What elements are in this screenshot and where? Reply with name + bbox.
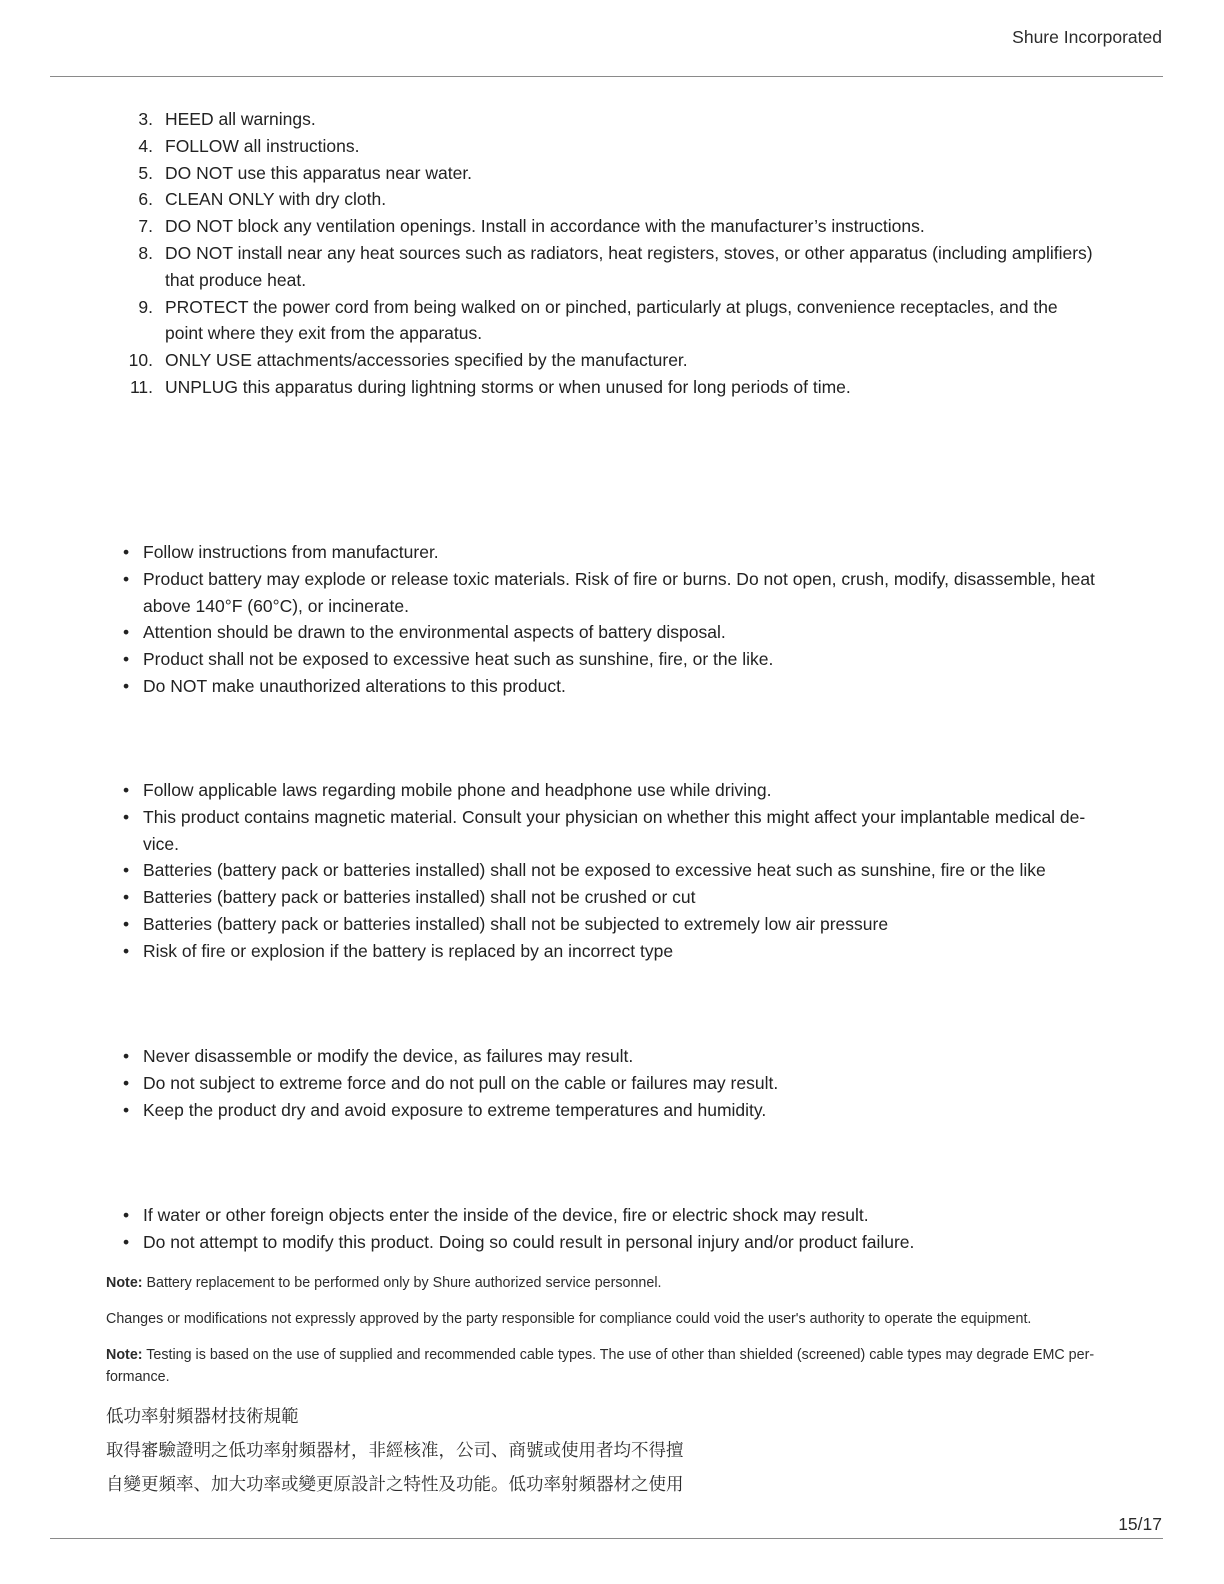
bullet-item: • Follow instructions from manufacturer. xyxy=(143,539,1108,566)
usage-warnings-list xyxy=(143,777,1108,965)
list-item xyxy=(138,133,1095,160)
list-item xyxy=(138,186,1095,213)
bullet-item: • Follow applicable laws regarding mobile phone and headphone use while driving. xyxy=(143,777,1108,804)
list-item-number: 9. xyxy=(138,296,153,317)
page-number: 15/17 xyxy=(1118,1514,1162,1534)
note-label: Note: xyxy=(106,1347,143,1363)
list-item xyxy=(138,240,1095,294)
list-item-number: 8. xyxy=(138,242,153,263)
warning-list xyxy=(143,1202,1108,1256)
list-item xyxy=(138,294,1095,348)
bullet-item: • Attention should be drawn to the environmental aspects of battery disposal. xyxy=(143,619,1108,646)
note-text: Battery replacement to be performed only by Shure authorized service personnel. xyxy=(142,1275,662,1291)
note-text: Testing is based on the use of supplied and recommended cable types. The use of other than shielded (screened) cable types may degrade EMC performance. xyxy=(106,1347,1095,1385)
list-item-number: 5. xyxy=(138,162,153,183)
list-item xyxy=(138,213,1095,240)
bullet-item: • Never disassemble or modify the device, as failures may result. xyxy=(143,1043,1108,1070)
list-item xyxy=(138,160,1095,187)
list-item xyxy=(138,106,1095,133)
header-company-name: Shure Incorporated xyxy=(1012,27,1162,47)
footer-divider xyxy=(50,1538,1163,1539)
list-item-text: CLEAN ONLY with dry cloth. xyxy=(165,189,387,210)
bullet-item: • Risk of fire or explosion if the battery is replaced by an incorrect type xyxy=(143,938,1108,965)
taiwan-rf-text-line: 自變更頻率、加大功率或變更原設計之特性及功能。低功率射頻器材之使用 xyxy=(106,1475,684,1495)
list-item-text: FOLLOW all instructions. xyxy=(165,135,360,156)
list-item-number: 3. xyxy=(138,109,153,129)
list-item-text: DO NOT install near any heat sources such as radiators, heat registers, stoves, or other apparatus (including amplifiers) that produce heat. xyxy=(165,242,1093,290)
safety-instructions-list xyxy=(128,106,1095,401)
list-item xyxy=(129,374,1095,401)
list-item-text: ONLY USE attachments/accessories specified by the manufacturer. xyxy=(165,350,688,371)
bullet-item: • Do NOT make unauthorized alterations to this product. xyxy=(143,673,1108,700)
bullet-item: • Keep the product dry and avoid exposure to extreme temperatures and humidity. xyxy=(143,1097,1108,1124)
header-divider xyxy=(50,76,1163,77)
list-item-text: DO NOT block any ventilation openings. Install in accordance with the manufacturer’s instructions. xyxy=(165,216,925,237)
battery-safety-list xyxy=(143,539,1108,700)
list-item-text: PROTECT the power cord from being walked on or pinched, particularly at plugs, convenience receptacles, and the point where they exit from the apparatus. xyxy=(165,296,1058,344)
battery-replacement-note xyxy=(106,1273,1101,1295)
taiwan-rf-heading: 低功率射頻器材技術規範 xyxy=(106,1407,299,1427)
list-item-number: 6. xyxy=(138,189,153,210)
emc-testing-note xyxy=(106,1345,1101,1388)
bullet-item: • Batteries (battery pack or batteries installed) shall not be exposed to excessive heat such as sunshine, fire or the like xyxy=(143,857,1108,884)
bullet-item: • Do not subject to extreme force and do not pull on the cable or failures may result. xyxy=(143,1070,1108,1097)
bullet-item: • Do not attempt to modify this product. Doing so could result in personal injury and/or product failure. xyxy=(143,1229,1108,1256)
bullet-item: • Product battery may explode or release toxic materials. Risk of fire or burns. Do not open, crush, modify, disassemble, heat above 140°F (60°C), or incinerate. xyxy=(143,566,1108,620)
list-item-text: HEED all warnings. xyxy=(165,109,316,129)
list-item-number: 4. xyxy=(138,135,153,156)
bullet-item: • If water or other foreign objects enter the inside of the device, fire or electric shock may result. xyxy=(143,1202,1108,1229)
bullet-item: • This product contains magnetic material. Consult your physician on whether this might affect your implantable medical device. xyxy=(143,804,1108,858)
bullet-item: • Batteries (battery pack or batteries installed) shall not be subjected to extremely low air pressure xyxy=(143,911,1108,938)
list-item-number: 11. xyxy=(129,376,153,397)
list-item-text: UNPLUG this apparatus during lightning storms or when unused for long periods of time. xyxy=(165,376,851,397)
bullet-item: • Batteries (battery pack or batteries installed) shall not be crushed or cut xyxy=(143,884,1108,911)
list-item-number: 10. xyxy=(128,350,153,371)
bullet-item: • Product shall not be exposed to excessive heat such as sunshine, fire, or the like. xyxy=(143,646,1108,673)
caution-list xyxy=(143,1043,1108,1123)
list-item-number: 7. xyxy=(138,216,153,237)
list-item-text: DO NOT use this apparatus near water. xyxy=(165,162,473,183)
taiwan-rf-text-line: 取得審驗證明之低功率射頻器材，非經核准，公司、商號或使用者均不得擅 xyxy=(106,1441,684,1461)
modifications-statement: Changes or modifications not expressly approved by the party responsible for compliance could void the user's authority to operate the equipment. xyxy=(106,1311,1032,1327)
note-label: Note: xyxy=(106,1275,143,1291)
list-item xyxy=(128,347,1095,374)
